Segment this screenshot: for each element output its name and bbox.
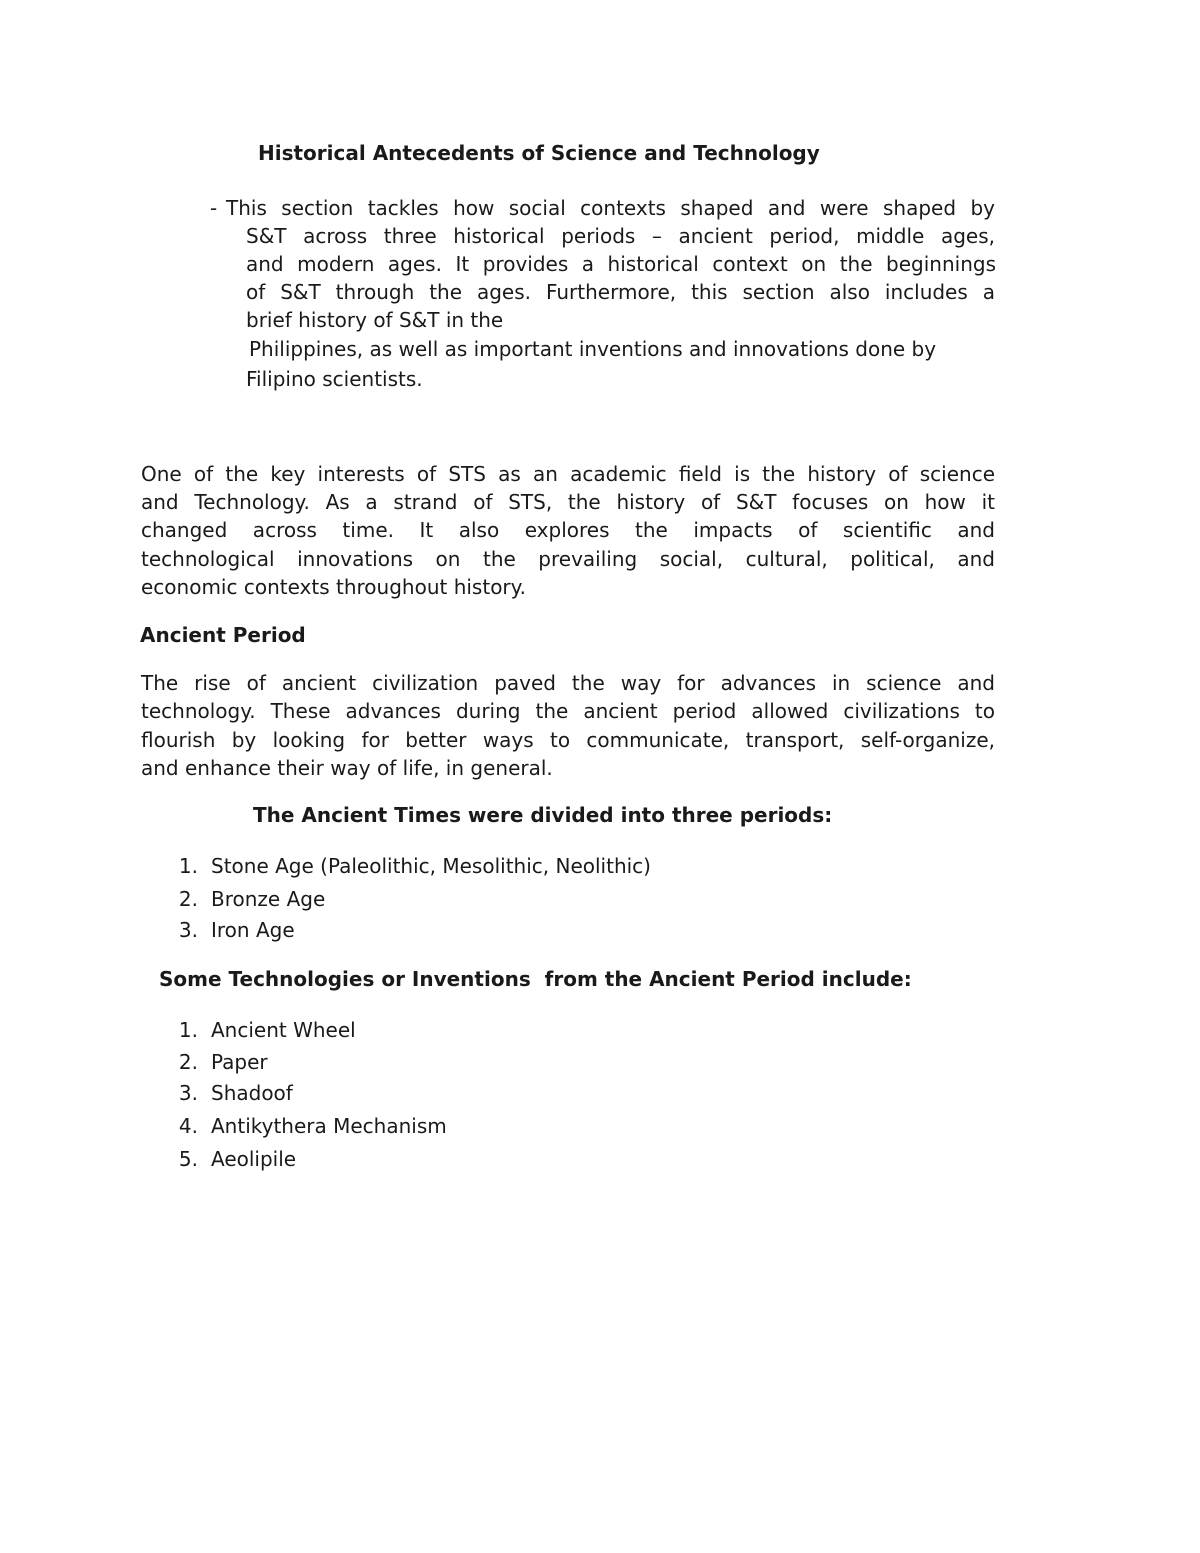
intro-line: of S&T through the ages. Furthermore, this section also includes a <box>246 280 995 304</box>
paragraph-line: technological innovations on the prevailing social, cultural, political, and <box>141 547 995 571</box>
paragraph-line: changed across time. It also explores the impacts of scientific and <box>141 518 995 542</box>
list-item-text: Shadoof <box>211 1081 293 1105</box>
list-item-text: Stone Age (Paleolithic, Mesolithic, Neolithic) <box>211 854 651 878</box>
paragraph-line: and enhance their way of life, in general. <box>141 756 553 780</box>
paragraph-line: The rise of ancient civilization paved the way for advances in science and <box>141 671 995 695</box>
paragraph-line: flourish by looking for better ways to communicate, transport, self-organize, <box>141 728 995 752</box>
intro-line: This section tackles how social contexts shaped and were shaped by <box>226 196 995 220</box>
paragraph-line: and Technology. As a strand of STS, the history of S&T focuses on how it <box>141 490 995 514</box>
list-item-text: Aeolipile <box>211 1147 297 1171</box>
paragraph-line: economic contexts throughout history. <box>141 575 526 599</box>
intro-line: Filipino scientists. <box>246 367 423 391</box>
list-item-text: Iron Age <box>211 918 295 942</box>
list-item-number: 5. <box>178 1147 198 1171</box>
list-item-text: Antikythera Mechanism <box>211 1114 447 1138</box>
list-item-text: Ancient Wheel <box>211 1018 356 1042</box>
document-title: Historical Antecedents of Science and Technology <box>258 141 820 165</box>
section-heading-ancient-period: Ancient Period <box>140 623 306 647</box>
intro-line: brief history of S&T in the <box>246 308 504 332</box>
list-item-number: 1. <box>178 1018 198 1042</box>
list-item-number: 2. <box>178 887 198 911</box>
list-item-number: 2. <box>178 1050 198 1074</box>
list-item-number: 1. <box>178 854 198 878</box>
list-item-number: 4. <box>178 1114 198 1138</box>
intro-line: Philippines, as well as important inventions and innovations done by <box>249 337 937 361</box>
list-item-text: Paper <box>211 1050 268 1074</box>
list-item-number: 3. <box>178 918 198 942</box>
periods-heading: The Ancient Times were divided into three periods: <box>253 803 833 827</box>
inventions-heading: Some Technologies or Inventions from the Ancient Period include: <box>159 967 912 991</box>
list-item-number: 3. <box>178 1081 198 1105</box>
list-item-text: Bronze Age <box>211 887 326 911</box>
paragraph-line: technology. These advances during the ancient period allowed civilizations to <box>141 699 995 723</box>
paragraph-line: One of the key interests of STS as an academic field is the history of science <box>141 462 995 486</box>
intro-line: S&T across three historical periods – ancient period, middle ages, <box>246 224 995 248</box>
intro-line: and modern ages. It provides a historical context on the beginnings <box>246 252 996 276</box>
intro-dash: - <box>210 196 218 220</box>
